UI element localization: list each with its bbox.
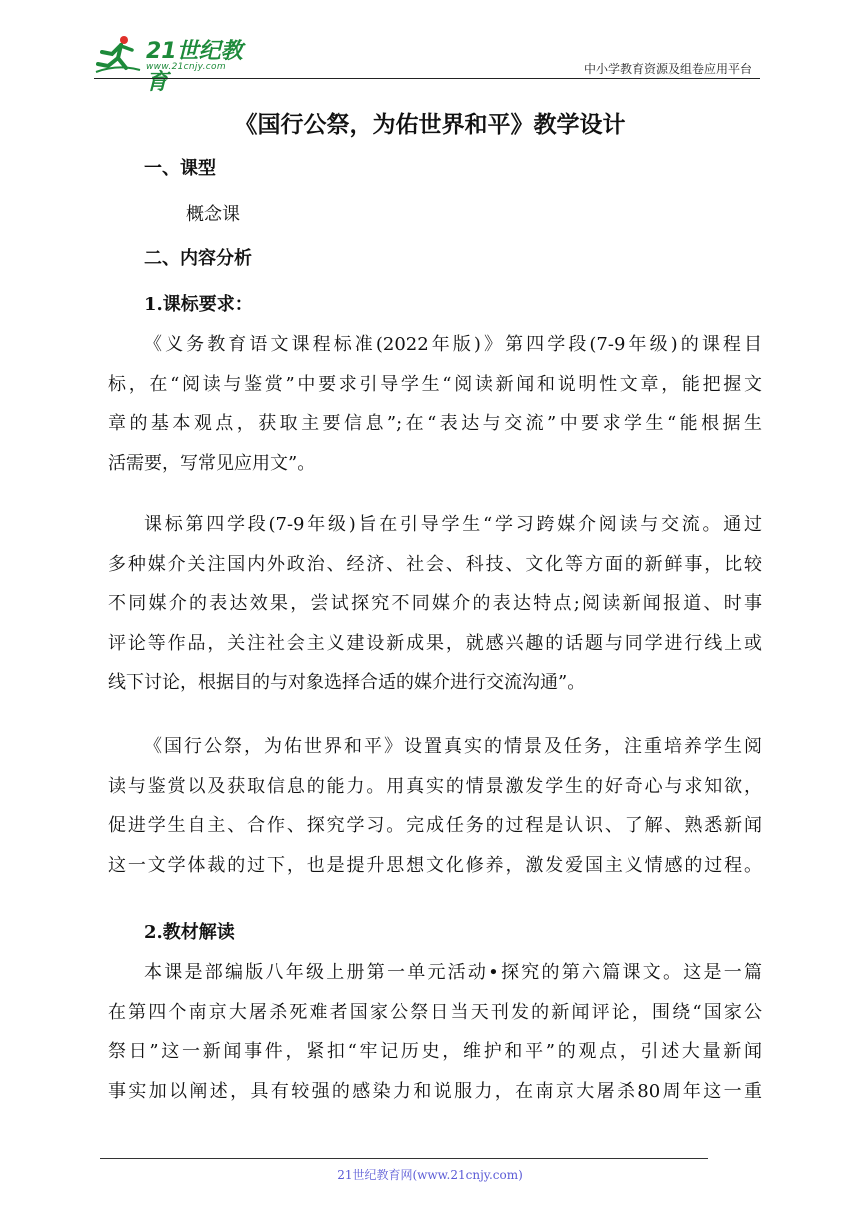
section-heading-lesson-type: 一、课型 <box>144 158 216 179</box>
text-line: 活需要，写常见应用文”。 <box>108 452 316 474</box>
subheading-textbook: 2.教材解读 <box>144 922 235 943</box>
header-divider <box>94 78 760 79</box>
text-line: 这一文学体裁的过下，也是提升思想文化修养，激发爱国主义情感的过程。 <box>108 854 762 876</box>
paragraph-curriculum-3 <box>108 727 762 885</box>
paragraph-curriculum-2 <box>108 505 762 703</box>
runner-logo-icon <box>94 34 142 74</box>
text-line: 读与鉴赏以及获取信息的能力。用真实的情景激发学生的好奇心与求知欲， <box>108 775 762 797</box>
document-title: 《国行公祭，为佑世界和平》教学设计 <box>234 111 626 138</box>
text-line: 课标第四学段(7-9年级)旨在引导学生“学习跨媒介阅读与交流。通过 <box>144 514 762 535</box>
text-line: 本课是部编版八年级上册第一单元活动•探究的第六篇课文。这是一篇 <box>144 962 762 983</box>
site-logo[interactable] <box>94 34 264 95</box>
text-line: 事实加以阐述，具有较强的感染力和说服力，在南京大屠杀80周年这一重 <box>108 1080 762 1102</box>
paragraph-curriculum-1 <box>108 325 762 483</box>
text-line: 《国行公祭，为佑世界和平》设置真实的情景及任务，注重培养学生阅 <box>144 736 762 757</box>
subheading-curriculum: 1.课标要求： <box>144 294 253 315</box>
page-header <box>94 30 758 95</box>
footer-divider <box>100 1158 708 1159</box>
footer-link[interactable]: 21世纪教育网(www.21cnjy.com) <box>337 1168 523 1182</box>
text-line: 多种媒介关注国内外政治、经济、社会、科技、文化等方面的新鲜事，比较 <box>108 553 762 575</box>
text-line: 祭日”这一新闻事件，紧扣“牢记历史，维护和平”的观点，引述大量新闻 <box>108 1041 762 1062</box>
text-line: 促进学生自主、合作、探究学习。完成任务的过程是认识、了解、熟悉新闻 <box>108 815 762 836</box>
text-line: 章的基本观点，获取主要信息”;在“表达与交流”中要求学生“能根据生 <box>108 413 762 434</box>
paragraph-textbook <box>108 953 762 1111</box>
text-line: 在第四个南京大屠杀死难者国家公祭日当天刊发的新闻评论，围绕“国家公 <box>108 1001 762 1023</box>
section-heading-content-analysis: 二、内容分析 <box>144 248 252 269</box>
text-line: 评论等作品，关注社会主义建设新成果，就感兴趣的话题与同学进行线上或 <box>108 632 762 654</box>
text-line: 《义务教育语文课程标准(2022年版)》第四学段(7-9年级)的课程目 <box>144 334 762 355</box>
text-line: 不同媒介的表达效果，尝试探究不同媒介的表达特点;阅读新闻报道、时事 <box>108 593 762 614</box>
text-line: 线下讨论，根据目的与对象选择合适的媒介进行交流沟通”。 <box>108 672 586 693</box>
header-platform-name: 中小学教育资源及组卷应用平台 <box>583 62 752 76</box>
lesson-type-value: 概念课 <box>186 204 240 225</box>
logo-text: 21世纪教育 <box>146 39 243 95</box>
text-line: 标，在“阅读与鉴赏”中要求引导学生“阅读新闻和说明性文章，能把握文 <box>108 373 762 395</box>
logo-url: www.21cnjy.com <box>146 62 226 72</box>
